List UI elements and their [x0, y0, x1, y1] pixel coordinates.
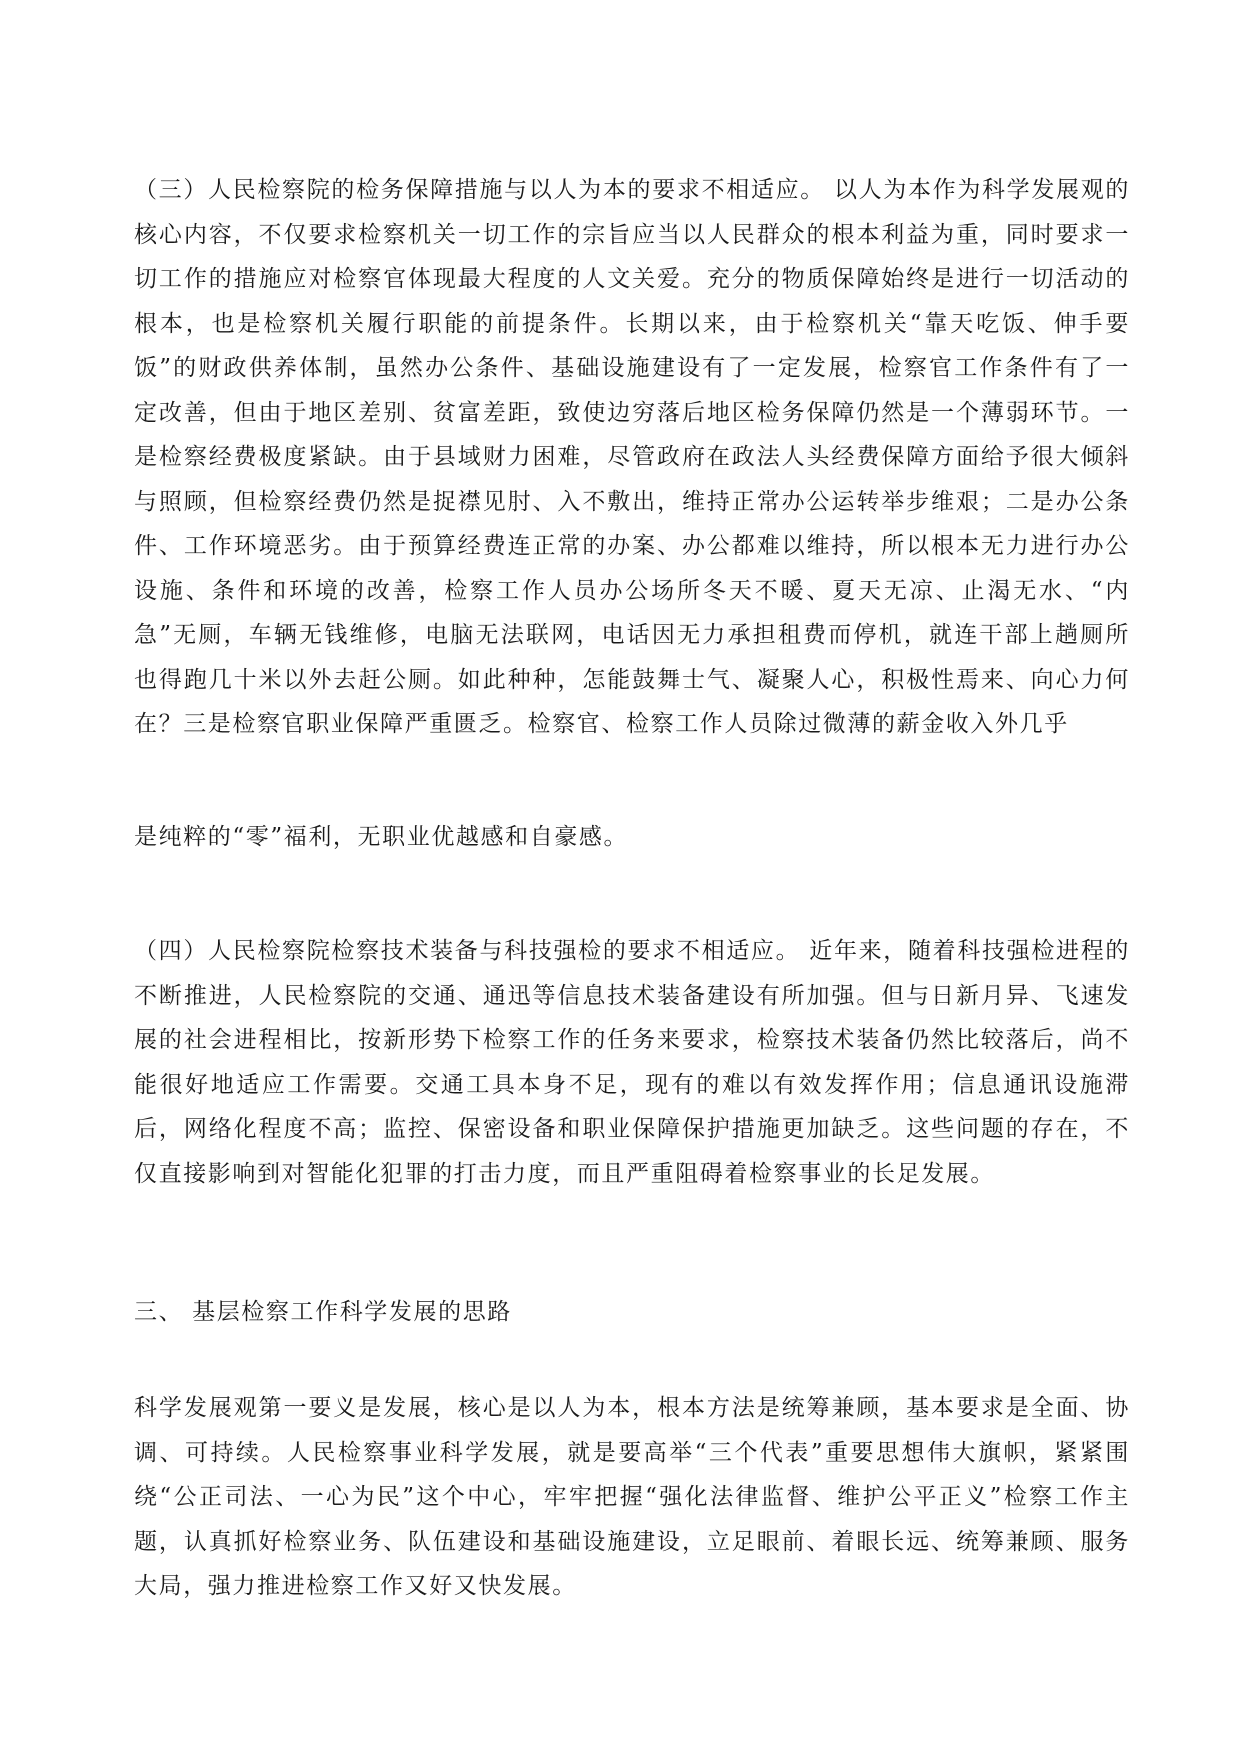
paragraph-section-4: （四）人民检察院检察技术装备与科技强检的要求不相适应。 近年来，随着科技强检进程的不断推进，人民检察院的交通、通迅等信息技术装备建设有所加强。但与日新月异、飞速发展的社会进程相比，按新形势下检察工作的任务来要求，检察技术装备仍然比较落后，尚不能很好地适应工作需要。交通工具本身不足，现有的难以有效发挥作用；信息通讯设施滞后，网络化程度不高；监控、保密设备和职业保障保护措施更加缺乏。这些问题的存在，不仅直接影响到对智能化犯罪的打击力度，而且严重阻碍着检察事业的长足发展。 — [134, 938, 1130, 1187]
paragraph-continuation: 是纯粹的“零”福利，无职业优越感和自豪感。 — [134, 824, 629, 850]
paragraph-development-approach: 科学发展观第一要义是发展，核心是以人为本，根本方法是统筹兼顾，基本要求是全面、协调、可持续。人民检察事业科学发展，就是要高举“三个代表”重要思想伟大旗帜，紧紧围绕“公正司法、一心为民”这个中心，牢牢把握“强化法律监督、维护公平正义”检察工作主题，认真抓好检察业务、队伍建设和基础设施建设，立足眼前、着眼长远、统筹兼顾、服务大局，强力推进检察工作又好又快发展。 — [134, 1395, 1130, 1599]
paragraph-section-3: （三）人民检察院的检务保障措施与以人为本的要求不相适应。 以人为本作为科学发展观的核心内容，不仅要求检察机关一切工作的宗旨应当以人民群众的根本利益为重，同时要求一切工作的措施应对检察官体现最大程度的人文关爱。充分的物质保障始终是进行一切活动的根本，也是检察机关履行职能的前提条件。长期以来，由于检察机关“靠天吃饭、伸手要饭”的财政供养体制，虽然办公条件、基础设施建设有了一定发展，检察官工作条件有了一定改善，但由于地区差别、贫富差距，致使边穷落后地区检务保障仍然是一个薄弱环节。一是检察经费极度紧缺。由于县域财力困难，尽管政府在政法人头经费保障方面给予很大倾斜与照顾，但检察经费仍然是捉襟见肘、入不敷出，维持正常办公运转举步维艰；二是办公条件、工作环境恶劣。由于预算经费连正常的办案、办公都难以维持，所以根本无力进行办公设施、条件和环境的改善，检察工作人员办公场所冬天不暖、夏天无凉、止渴无水、“内急”无厕，车辆无钱维修，电脑无法联网，电话因无力承担租费而停机，就连干部上趟厕所也得跑几十米以外去赶公厕。如此种种，怎能鼓舞士气、凝聚人心，积极性焉来、向心力何在？三是检察官职业保障严重匮乏。检察官、检察工作人员除过微薄的薪金收入外几乎 — [134, 177, 1130, 737]
section-heading: 三、 基层检察工作科学发展的思路 — [134, 1299, 512, 1325]
